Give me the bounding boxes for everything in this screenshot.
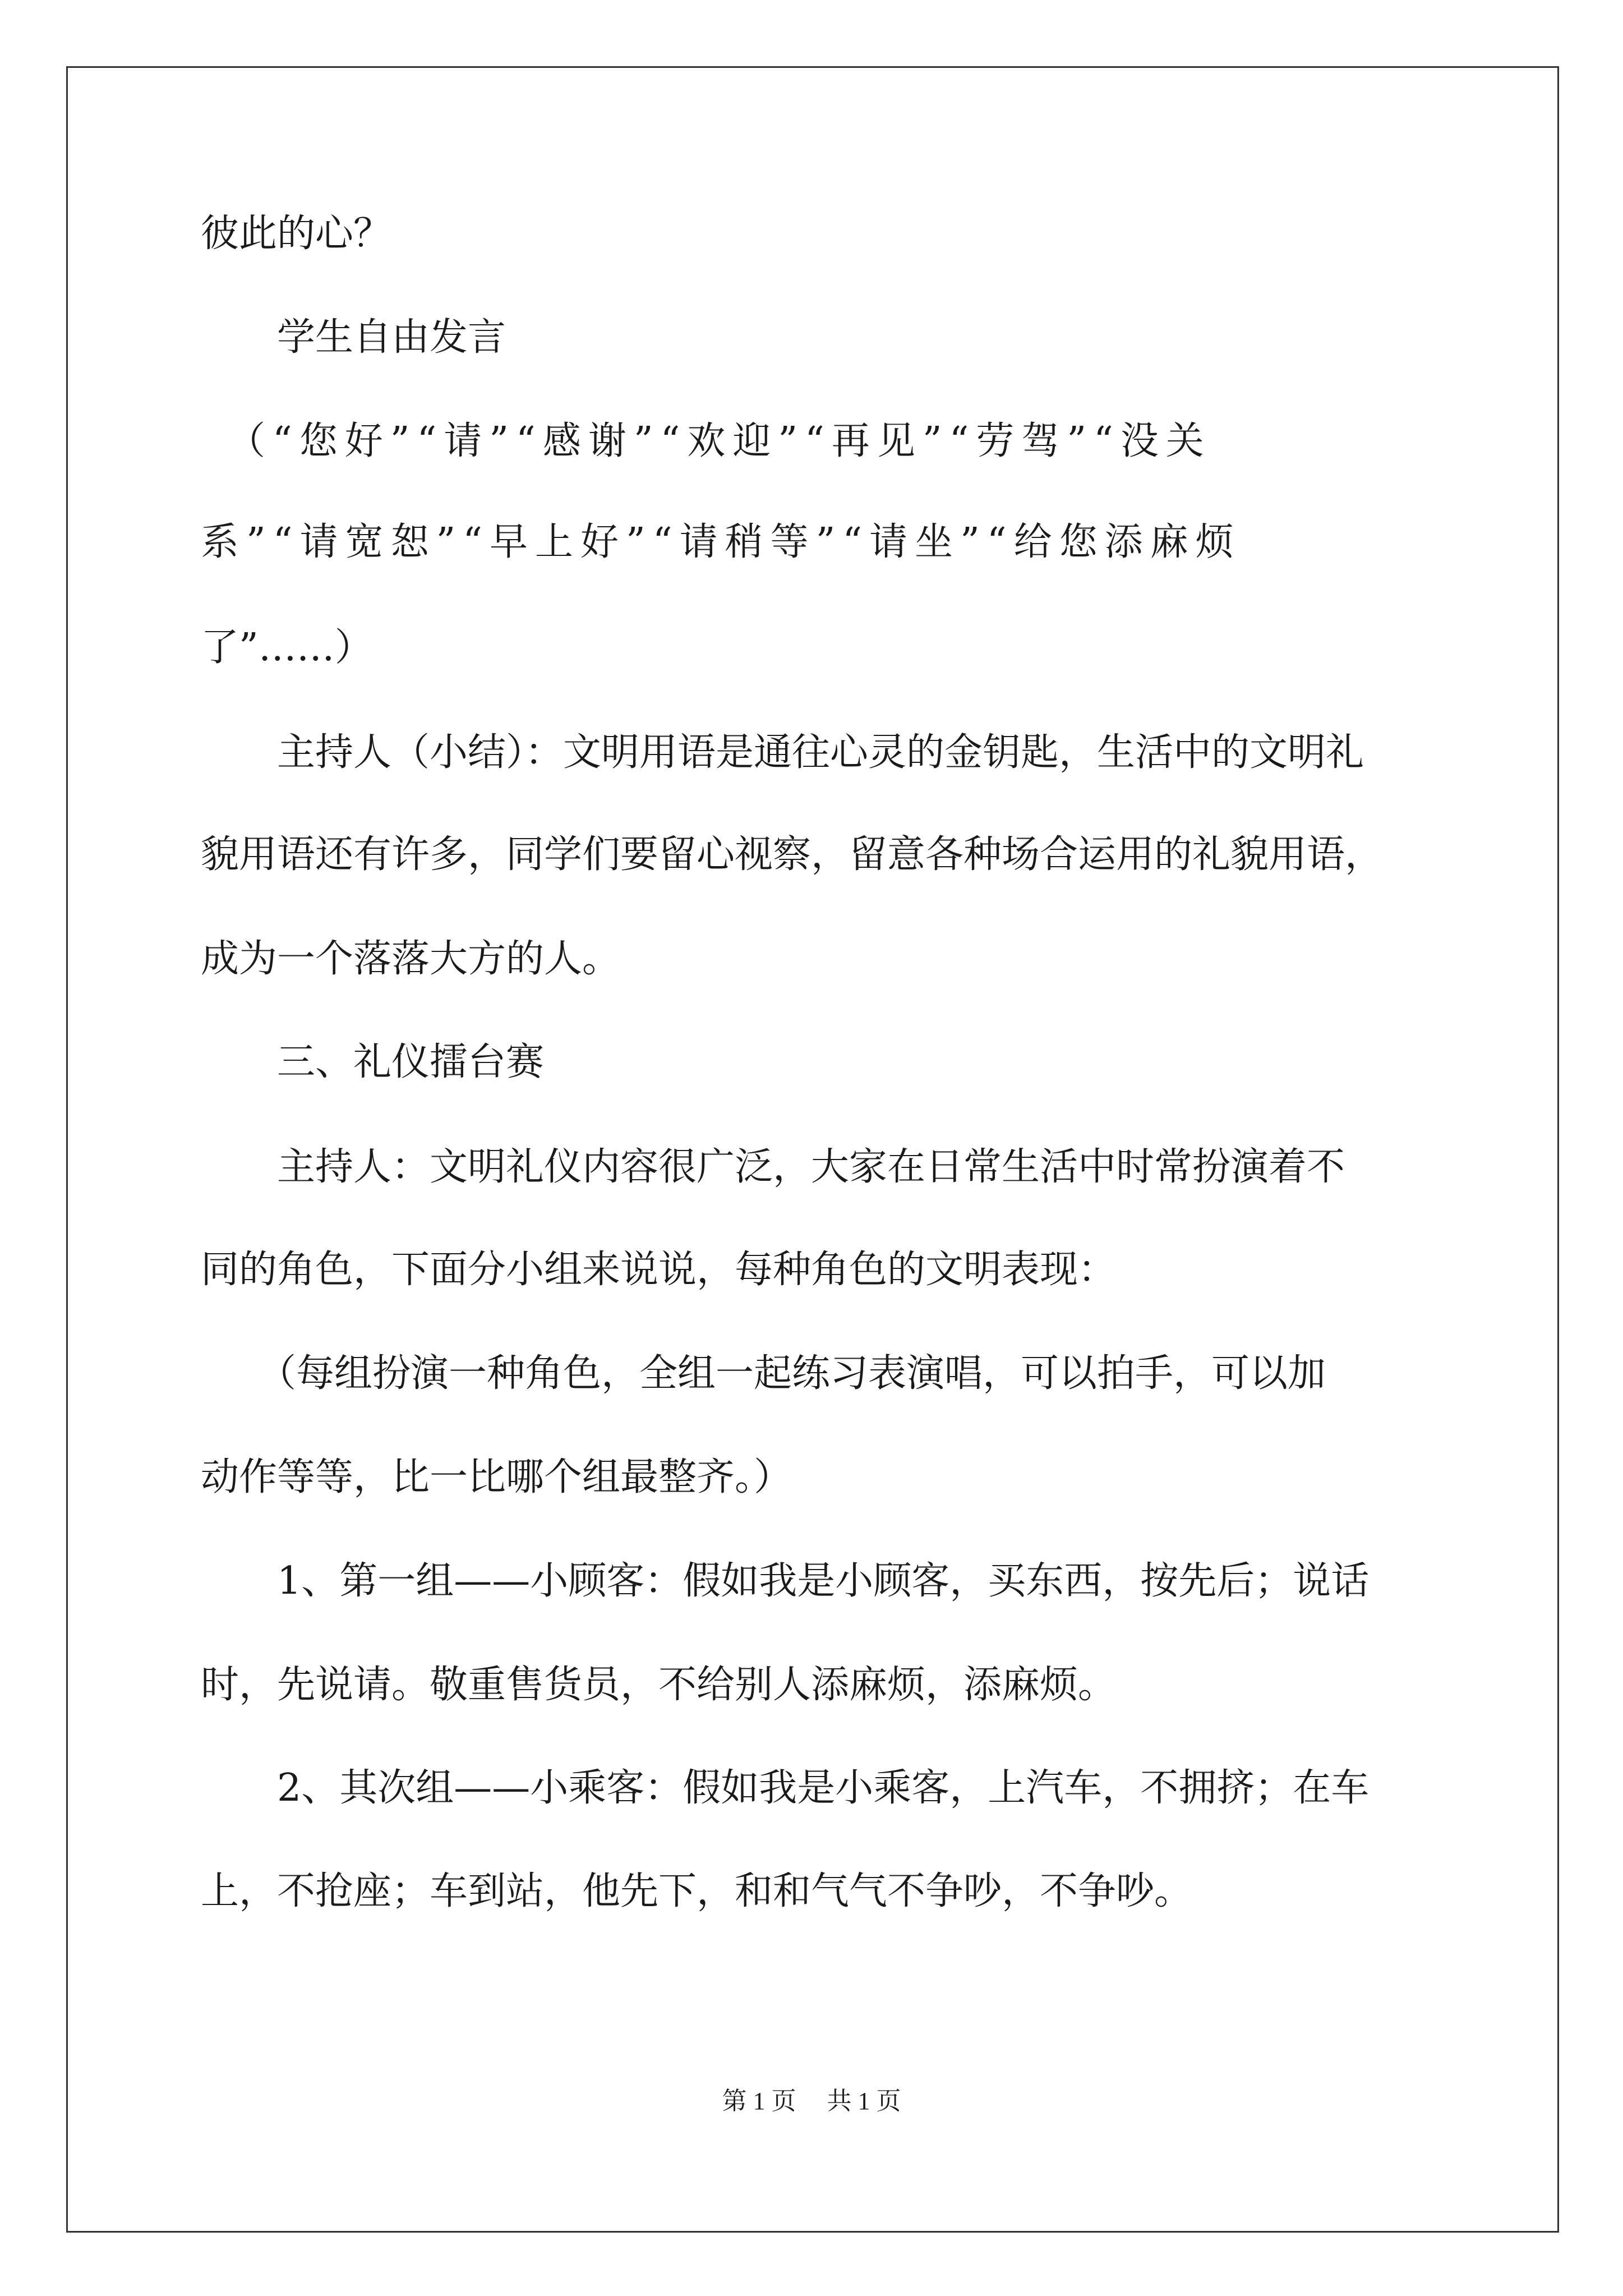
text-line: （“您好”“请”“感谢”“欢迎”“再见”“劳驾”“没关 [201, 419, 1211, 463]
text-line: 学生自由发言 [201, 315, 506, 360]
text-line: 上，不抢座；车到站，他先下，和和气气不争吵，不争吵。 [201, 1869, 1193, 1913]
text-line: 貌用语还有许多，同学们要留心视察，留意各种场合运用的礼貌用语， [201, 832, 1384, 877]
text-line: 2、其次组——小乘客：假如我是小乘客，上汽车，不拥挤；在车 [201, 1766, 1370, 1810]
page-number-footer: 第 1 页 共 1 页 [722, 2087, 901, 2115]
text-line: 系”“请宽恕”“早上好”“请稍等”“请坐”“给您添麻烦 [201, 520, 1241, 564]
text-line: 时，先说请。敬重售货员，不给别人添麻烦，添麻烦。 [201, 1663, 1117, 1707]
section-heading: 三、礼仪擂台赛 [201, 1040, 545, 1084]
text-line: 1、第一组——小顾客：假如我是小顾客，买东西，按先后；说话 [201, 1559, 1370, 1603]
text-line: 了”……） [201, 625, 373, 670]
text-line: （每组扮演一种角色，全组一起练习表演唱，可以拍手，可以加 [201, 1351, 1326, 1396]
text-line: 主持人：文明礼仪内容很广泛，大家在日常生活中时常扮演着不 [201, 1145, 1345, 1189]
text-line: 同的角色，下面分小组来说说，每种角色的文明表现： [201, 1248, 1117, 1292]
text-line: 彼此的心？ [201, 211, 392, 256]
text-line: 动作等等，比一比哪个组最整齐。） [201, 1455, 792, 1499]
text-line: 主持人（小结）：文明用语是通往心灵的金钥匙，生活中的文明礼 [201, 730, 1364, 775]
text-line: 成为一个落落大方的人。 [201, 937, 621, 981]
